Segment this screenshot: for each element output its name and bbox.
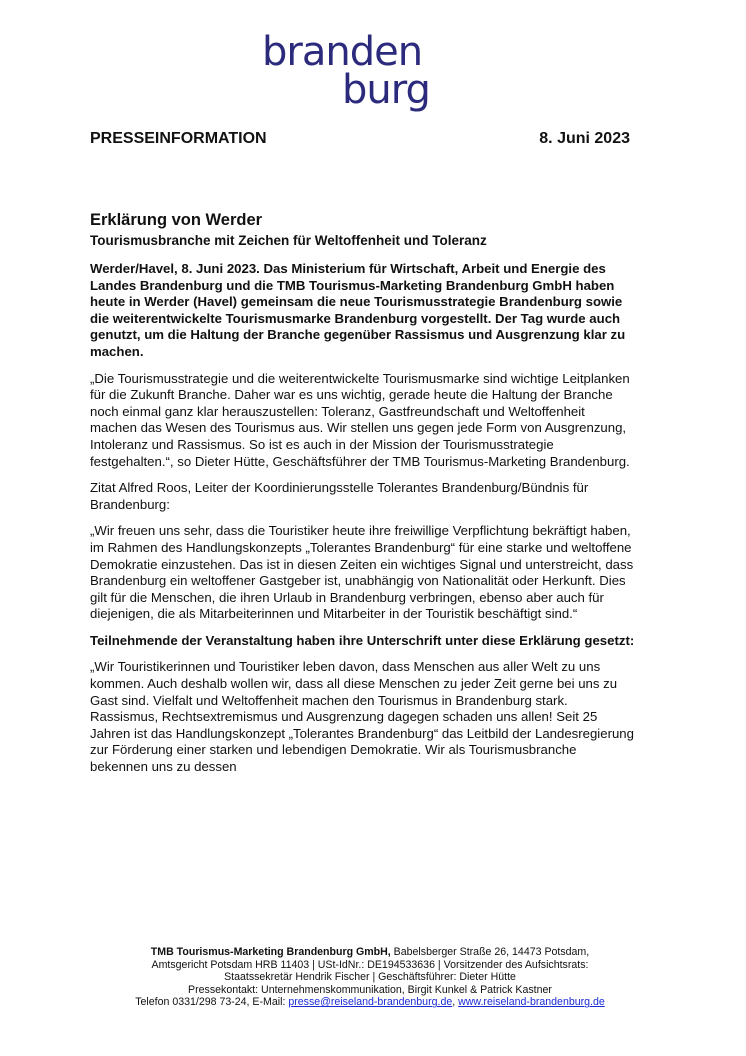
footer-line-1 xyxy=(90,946,650,959)
footer xyxy=(90,946,650,1009)
declaration-text: „Wir Touristikerinnen und Touristiker leben davon, dass Menschen aus aller Welt zu uns kommen. Auch deshalb wollen wir, dass all diese Menschen zu jeder Zeit gerne bei uns zu Gast sind. Vielfalt und Weltoffenheit machen den Tourismus in Brandenburg stark. Rassismus, Rechtsextremismus und Ausgrenzung dagegen schaden uns allen! Seit 25 Jahren ist das Handlungskonzept „Tolerantes Brandenburg“ das Leitbild der Landesregierung zur Förderung einer starken und lebendigen Demokratie. Wir als Tourismusbranche bekennen uns zu dessen xyxy=(90,659,634,775)
article-body xyxy=(90,210,635,786)
quote-intro-roos: Zitat Alfred Roos, Leiter der Koordinierungsstelle Tolerantes Brandenburg/Bündnis für Brandenburg: xyxy=(90,480,589,512)
footer-line-5 xyxy=(90,996,650,1009)
footer-address: Babelsberger Straße 26, 14473 Potsdam, xyxy=(390,946,590,958)
press-label: PRESSEINFORMATION xyxy=(90,130,267,147)
footer-company: TMB Tourismus-Marketing Brandenburg GmbH, xyxy=(150,946,391,958)
footer-separator: , xyxy=(452,996,459,1009)
footer-line-2: Amtsgericht Potsdam HRB 11403 | USt-IdNr.: DE194533636 | Vorsitzender des Aufsichtsrats: xyxy=(151,958,589,971)
brandenburg-logo xyxy=(262,30,452,114)
quote-huette: „Die Tourismusstrategie und die weiterentwickelte Tourismusmarke sind wichtige Leitplanken für die Zukunft Branche. Daher war es uns wichtig, gerade heute die Haltung der Branche noch einmal ganz klar herauszustellen: Toleranz, Gastfreundschaft und Weltoffenheit machen das Wesen des Tourismus aus. Wir stellen uns gegen jede Form von Ausgrenzung, Intoleranz und Rassismus. So ist es auch in der Mission der Tourismusstrategie festgehalten.“, so Dieter Hütte, Geschäftsführer der TMB Tourismus-Marketing Brandenburg. xyxy=(90,370,630,469)
article-subtitle: Tourismusbranche mit Zeichen für Weltoffenheit und Toleranz xyxy=(90,233,487,248)
logo-line-2: burg xyxy=(342,67,430,113)
press-date: 8. Juni 2023 xyxy=(539,130,630,147)
footer-phone: Telefon 0331/298 73-24, E-Mail: xyxy=(135,996,289,1009)
lead-paragraph: Werder/Havel, 8. Juni 2023. Das Ministerium für Wirtschaft, Arbeit und Energie des Landes Brandenburg und die TMB Tourismus-Marketing Brandenburg GmbH haben heute in Werder (Havel) gemeinsam die neue Tourismusstrategie Brandenburg sowie die weiterentwickelte Tourismusmarke Brandenburg vorgestellt. Der Tag wurde auch genutzt, um die Haltung der Branche gegenüber Rassismus und Ausgrenzung klar zu machen. xyxy=(90,261,626,359)
footer-line-3: Staatssekretär Hendrik Fischer | Geschäftsführer: Dieter Hütte xyxy=(224,971,516,984)
email-link[interactable]: presse@reiseland-brandenburg.de xyxy=(288,996,453,1009)
logo-line-1: branden xyxy=(262,29,423,75)
article-title: Erklärung von Werder xyxy=(90,211,263,229)
document-header xyxy=(90,130,630,152)
footer-line-4: Pressekontakt: Unternehmenskommunikation, Birgit Kunkel & Patrick Kastner xyxy=(188,983,552,996)
quote-roos: „Wir freuen uns sehr, dass die Touristiker heute ihre freiwillige Verpflichtung bekräftigt haben, im Rahmen des Handlungskonzepts „Tolerantes Brandenburg“ für eine starke und weltoffene Demokratie einzustehen. Das ist in diesen Zeiten ein wichtiges Signal und unterstreicht, dass Brandenburg ein weltoffener Gastgeber ist, unabhängig von Nationalität oder Herkunft. Dies gilt für die Menschen, die ihren Urlaub in Brandenburg verbringen, ebenso aber auch für diejenigen, die als Mitarbeiterinnen und Mitarbeiter in der Touristik beschäftigt sind.“ xyxy=(90,523,634,622)
website-link[interactable]: www.reiseland-brandenburg.de xyxy=(458,996,605,1009)
signature-intro: Teilnehmende der Veranstaltung haben ihre Unterschrift unter diese Erklärung gesetzt: xyxy=(90,632,635,648)
